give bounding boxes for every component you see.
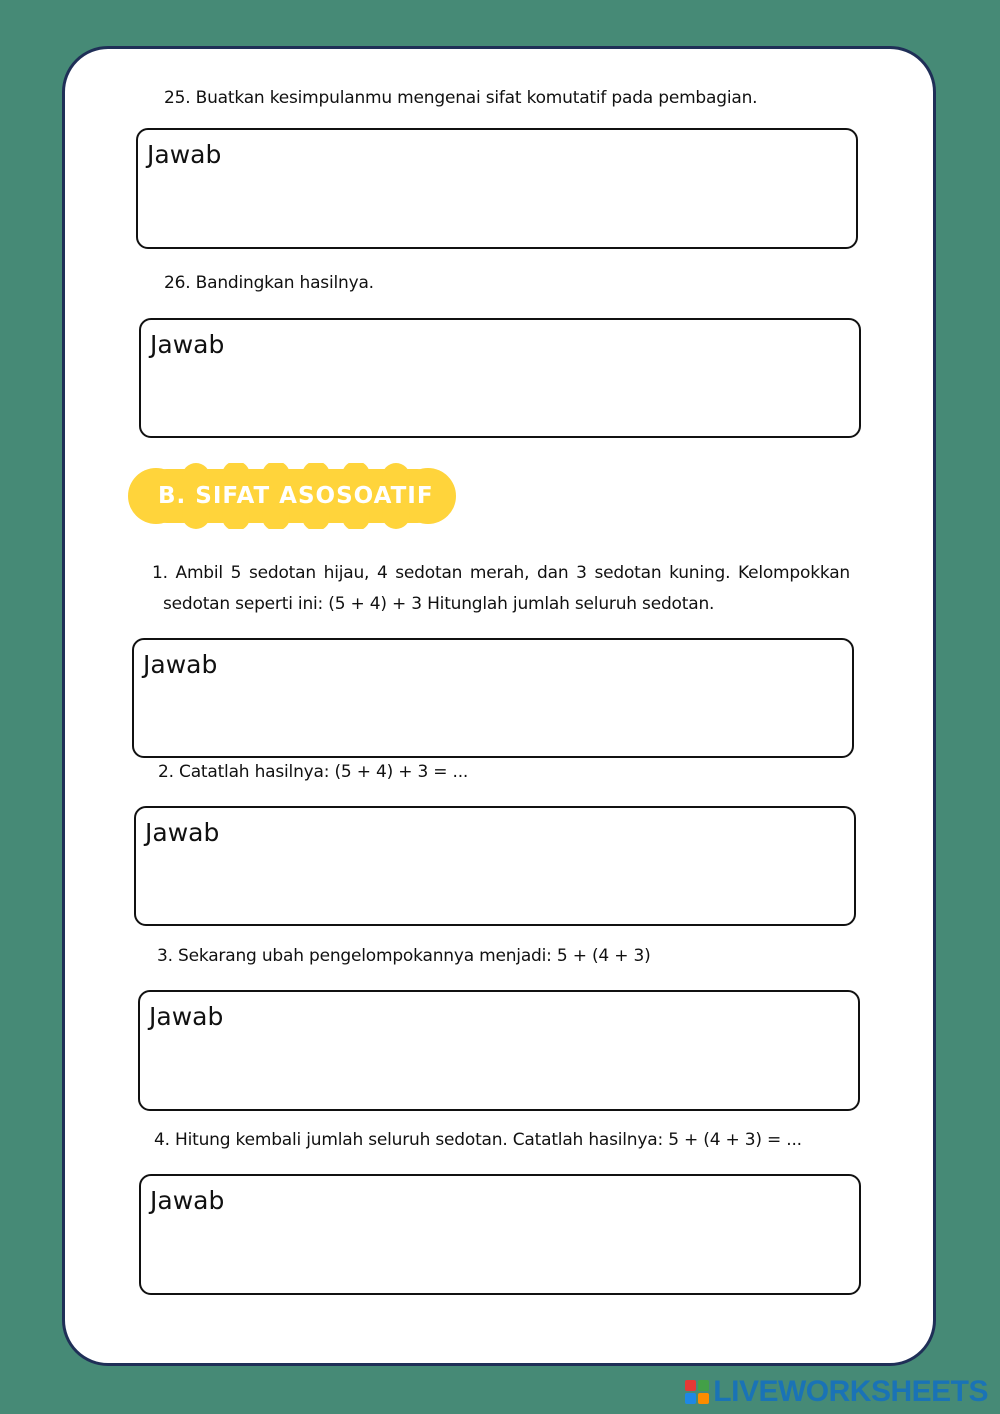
answer-input-25[interactable]: [138, 130, 856, 247]
answer-label: Jawab: [150, 1186, 225, 1215]
answer-input-2[interactable]: [136, 808, 854, 924]
answer-box-1[interactable]: [132, 638, 854, 758]
liveworksheets-logo-icon: [685, 1380, 709, 1404]
answer-input-3[interactable]: [140, 992, 858, 1109]
question-2: 2. Catatlah hasilnya: (5 + 4) + 3 = ...: [158, 762, 469, 782]
question-1-line-1: 1. Ambil 5 sedotan hijau, 4 sedotan merah, dan 3 sedotan kuning. Kelompokkan: [152, 563, 850, 583]
answer-input-4[interactable]: [141, 1176, 859, 1293]
question-4: 4. Hitung kembali jumlah seluruh sedotan. Catatlah hasilnya: 5 + (4 + 3) = ...: [154, 1130, 802, 1150]
answer-label: Jawab: [145, 818, 220, 847]
liveworksheets-logo[interactable]: [685, 1376, 988, 1408]
section-header: [126, 463, 458, 529]
question-3: 3. Sekarang ubah pengelompokannya menjadi: 5 + (4 + 3): [157, 946, 651, 966]
answer-box-25[interactable]: [136, 128, 858, 249]
answer-input-26[interactable]: [141, 320, 859, 436]
answer-box-4[interactable]: [139, 1174, 861, 1295]
answer-box-2[interactable]: [134, 806, 856, 926]
question-26: 26. Bandingkan hasilnya.: [164, 273, 374, 293]
answer-label: Jawab: [143, 650, 218, 679]
liveworksheets-brand: LIVEWORKSHEETS: [713, 1375, 988, 1408]
answer-label: Jawab: [149, 1002, 224, 1031]
answer-label: Jawab: [147, 140, 222, 169]
answer-label: Jawab: [150, 330, 225, 359]
answer-box-26[interactable]: [139, 318, 861, 438]
answer-input-1[interactable]: [134, 640, 852, 756]
question-25: 25. Buatkan kesimpulanmu mengenai sifat komutatif pada pembagian.: [164, 88, 758, 108]
question-1: [152, 558, 850, 620]
section-title: B. SIFAT ASOSOATIF: [158, 483, 434, 509]
answer-box-3[interactable]: [138, 990, 860, 1111]
question-1-line-2: sedotan seperti ini: (5 + 4) + 3 Hitunglah jumlah seluruh sedotan.: [163, 594, 715, 614]
